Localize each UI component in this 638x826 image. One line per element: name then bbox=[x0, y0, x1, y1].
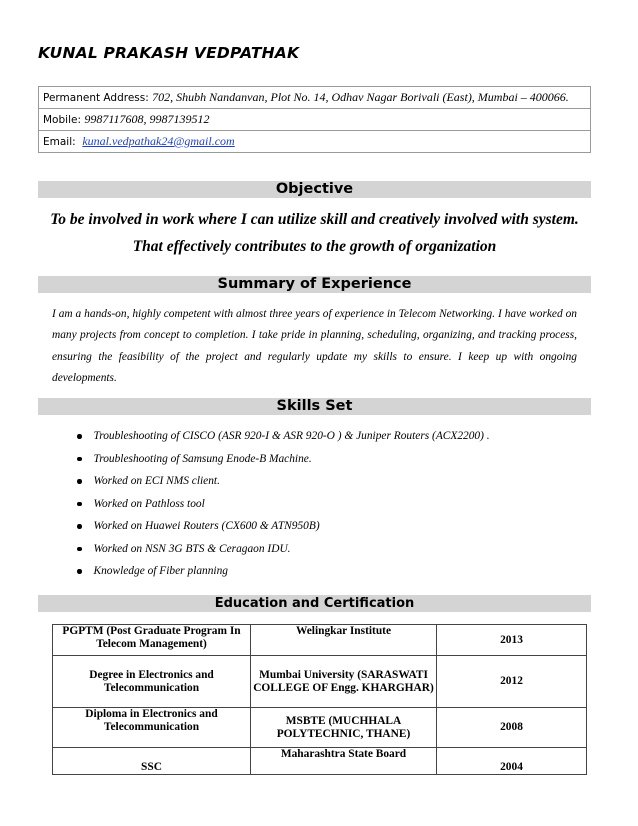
objective-heading: Objective bbox=[38, 181, 591, 198]
table-row bbox=[53, 708, 587, 748]
list-item: Troubleshooting of CISCO (ASR 920-I & ASR 920-O ) & Juniper Routers (ACX2200) . bbox=[56, 425, 490, 448]
institute-cell: Mumbai University (SARASWATI COLLEGE OF Engg. KHARGHAR) bbox=[251, 656, 437, 708]
qualification-cell: PGPTM (Post Graduate Program In Telecom Management) bbox=[53, 625, 251, 656]
list-item: Worked on Pathloss tool bbox=[56, 493, 490, 516]
mobile-value: 9987117608, 9987139512 bbox=[84, 112, 210, 126]
year-cell: 2008 bbox=[437, 708, 587, 748]
bullet-icon bbox=[77, 457, 82, 462]
bullet-icon bbox=[77, 524, 82, 529]
institute-cell: Maharashtra State Board bbox=[251, 748, 437, 775]
skills-heading: Skills Set bbox=[38, 398, 591, 415]
objective-line-1: To be involved in work where I can utilize skill and creatively involved with system. bbox=[50, 211, 579, 228]
email-row: Email: kunal.vedpathak24@gmail.com bbox=[39, 131, 591, 153]
address-value: 702, Shubh Nandanvan, Plot No. 14, Odhav Nagar Borivali (East), Mumbai – 400066. bbox=[152, 90, 569, 104]
list-item: Worked on Huawei Routers (CX600 & ATN950B) bbox=[56, 515, 490, 538]
bullet-icon bbox=[77, 479, 82, 484]
mobile-label: Mobile bbox=[43, 114, 78, 126]
bullet-icon bbox=[77, 547, 82, 552]
candidate-name: KUNAL PRAKASH VEDPATHAK bbox=[38, 44, 300, 62]
year-cell: 2004 bbox=[437, 748, 587, 775]
list-item: Knowledge of Fiber planning bbox=[56, 560, 490, 583]
table-row bbox=[53, 748, 587, 775]
qualification-cell: Diploma in Electronics and Telecommunication bbox=[53, 708, 251, 748]
skills-list bbox=[56, 425, 490, 583]
year-cell: 2012 bbox=[437, 656, 587, 708]
qualification-cell: SSC bbox=[53, 748, 251, 775]
list-item: Worked on NSN 3G BTS & Ceragaon IDU. bbox=[56, 538, 490, 561]
institute-cell: Welingkar Institute bbox=[251, 625, 437, 656]
bullet-icon bbox=[77, 502, 82, 507]
list-item: Worked on ECI NMS client. bbox=[56, 470, 490, 493]
address-row: Permanent Address: 702, Shubh Nandanvan, Plot No. 14, Odhav Nagar Borivali (East), Mumbai – 400066. bbox=[39, 87, 591, 109]
list-item: Troubleshooting of Samsung Enode-B Machine. bbox=[56, 448, 490, 471]
email-link[interactable]: kunal.vedpathak24@gmail.com bbox=[82, 134, 235, 148]
bullet-icon bbox=[77, 434, 82, 439]
email-label: Email bbox=[43, 136, 73, 148]
institute-cell: MSBTE (MUCHHALA POLYTECHNIC, THANE) bbox=[251, 708, 437, 748]
bullet-icon bbox=[77, 569, 82, 574]
summary-heading: Summary of Experience bbox=[38, 276, 591, 293]
contact-table bbox=[38, 86, 591, 153]
qualification-cell: Degree in Electronics and Telecommunication bbox=[53, 656, 251, 708]
year-cell: 2013 bbox=[437, 625, 587, 656]
address-label: Permanent Address bbox=[43, 92, 146, 104]
table-row bbox=[53, 625, 587, 656]
mobile-row: Mobile: 9987117608, 9987139512 bbox=[39, 109, 591, 131]
summary-text: I am a hands-on, highly competent with almost three years of experience in Telecom Networking. I have worked on many projects from concept to completion. I take pride in planning, scheduling, organizing, and tracking process, ensuring the feasibility of the project and regularly update my skills to ensure. I keep up with ongoing developments. bbox=[52, 308, 577, 384]
objective-line-2: That effectively contributes to the growth of organization bbox=[132, 238, 497, 255]
table-row bbox=[53, 656, 587, 708]
education-heading: Education and Certification bbox=[38, 595, 591, 612]
education-table bbox=[52, 624, 587, 775]
